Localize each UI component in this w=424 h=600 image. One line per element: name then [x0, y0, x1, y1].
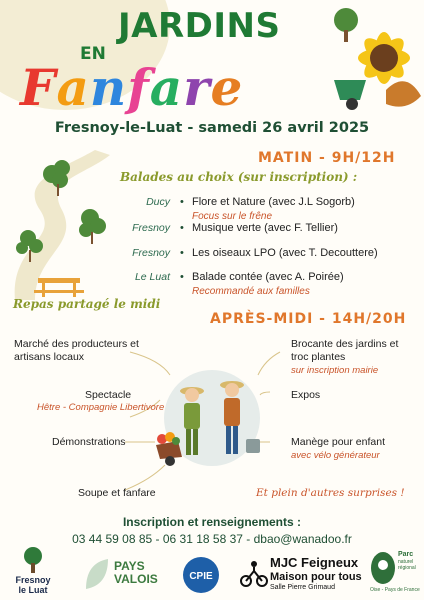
cpie-circle-icon [180, 555, 222, 595]
title-jardins: JARDINS [118, 6, 281, 46]
morning-heading: MATIN - 9H/12H [258, 150, 396, 166]
parc-label-line1: Parc [398, 551, 414, 558]
pays-label: PAYS [114, 559, 145, 573]
fresnoy-tree-icon [18, 545, 48, 575]
walk-note: Recommandé aux familles [192, 286, 310, 297]
walk-note: Focus sur le frêne [192, 211, 273, 222]
walk-place: Le Luat [134, 271, 170, 283]
activity-sub: Hêtre - Compagnie Libertivore [37, 402, 165, 413]
extra-surprises: Et plein d'autres surprises ! [256, 487, 405, 499]
walk-text: Les oiseaux LPO (avec T. Decouttere) [192, 247, 378, 259]
activity-label: Spectacle [85, 389, 132, 401]
info-title: Inscription et renseignements : [122, 515, 302, 529]
title-fanfare [20, 58, 243, 117]
gardeners-illustration [152, 363, 272, 473]
afternoon-heading: APRÈS-MIDI - 14H/20H [210, 311, 407, 327]
walk-text: Musique verte (avec F. Tellier) [192, 222, 338, 234]
bullet-icon: • [180, 271, 184, 283]
parc-stag-icon [370, 551, 396, 585]
fanfare-letter: f [127, 58, 150, 117]
activity-item [291, 436, 411, 462]
pays-valois-leaf-icon [82, 555, 112, 593]
event-subtitle: Fresnoy-le-Luat - samedi 26 avril 2025 [54, 120, 370, 136]
activity-sub: avec vélo générateur [291, 450, 380, 461]
fanfare-letter: e [210, 58, 244, 117]
activity-label: Brocante des jardins et troc plantes [291, 338, 399, 363]
activity-label: Manège pour enfant [291, 436, 385, 448]
walk-item [110, 222, 410, 238]
fanfare-letter: a [149, 58, 184, 117]
fanfare-letter: F [20, 58, 57, 117]
activity-label: Démonstrations [52, 436, 126, 448]
fresnoy-label-line1: Fresnoy [15, 575, 51, 585]
walk-text: Balade contée (avec A. Poirée) [192, 271, 344, 283]
activity-sub: sur inscription mairie [291, 365, 379, 376]
fanfare-letter: n [89, 58, 128, 117]
mjc-label-line3: Salle Pierre Grimaud [270, 584, 335, 591]
fanfare-letter: r [183, 58, 211, 117]
activity-label: Expos [291, 389, 321, 401]
activity-item [37, 401, 167, 414]
activity-label: Soupe et fanfare [78, 487, 156, 499]
activity-item [14, 338, 144, 364]
bullet-icon: • [180, 247, 184, 259]
sunflower-illustration [326, 0, 424, 118]
title-en: EN [80, 44, 106, 64]
info-contact: 03 44 59 08 85 - 06 31 18 58 37 - dbao@wanadoo.fr [72, 532, 352, 546]
activity-label: Marché des producteurs et artisans locaux [14, 338, 139, 363]
activity-item [291, 338, 411, 377]
parc-label-line3: Oise - Pays de France [370, 587, 420, 593]
walk-item [110, 247, 410, 263]
walk-place: Ducy [146, 196, 170, 208]
bullet-icon: • [180, 196, 184, 208]
bicycle-icon [240, 559, 268, 589]
walk-place: Fresnoy [132, 247, 170, 259]
parc-label-line2: naturel régional [398, 559, 416, 571]
fanfare-letter: a [56, 58, 90, 117]
bullet-icon: • [180, 222, 184, 234]
lunch-label: Repas partagé le midi [13, 297, 161, 311]
balades-heading: Balades au choix (sur inscription) : [120, 170, 358, 184]
fresnoy-label-line2: le Luat [18, 585, 48, 595]
partner-logos [0, 545, 424, 600]
activity-item [78, 487, 188, 500]
logo-mjc [240, 555, 362, 597]
activity-item [291, 389, 401, 402]
logo-cpie [180, 555, 222, 595]
logo-fresnoy [8, 545, 58, 597]
activity-item [52, 436, 162, 449]
logo-pays-valois [82, 553, 162, 595]
cpie-label: CPIE [189, 571, 213, 582]
mjc-label-line1: MJC Feigneux [270, 555, 359, 570]
valois-label: VALOIS [114, 572, 158, 586]
logo-parc [368, 547, 424, 599]
walk-text: Flore et Nature (avec J.L Sogorb) [192, 196, 355, 208]
walk-place: Fresnoy [132, 222, 170, 234]
mjc-label-line2: Maison pour tous [270, 571, 362, 583]
